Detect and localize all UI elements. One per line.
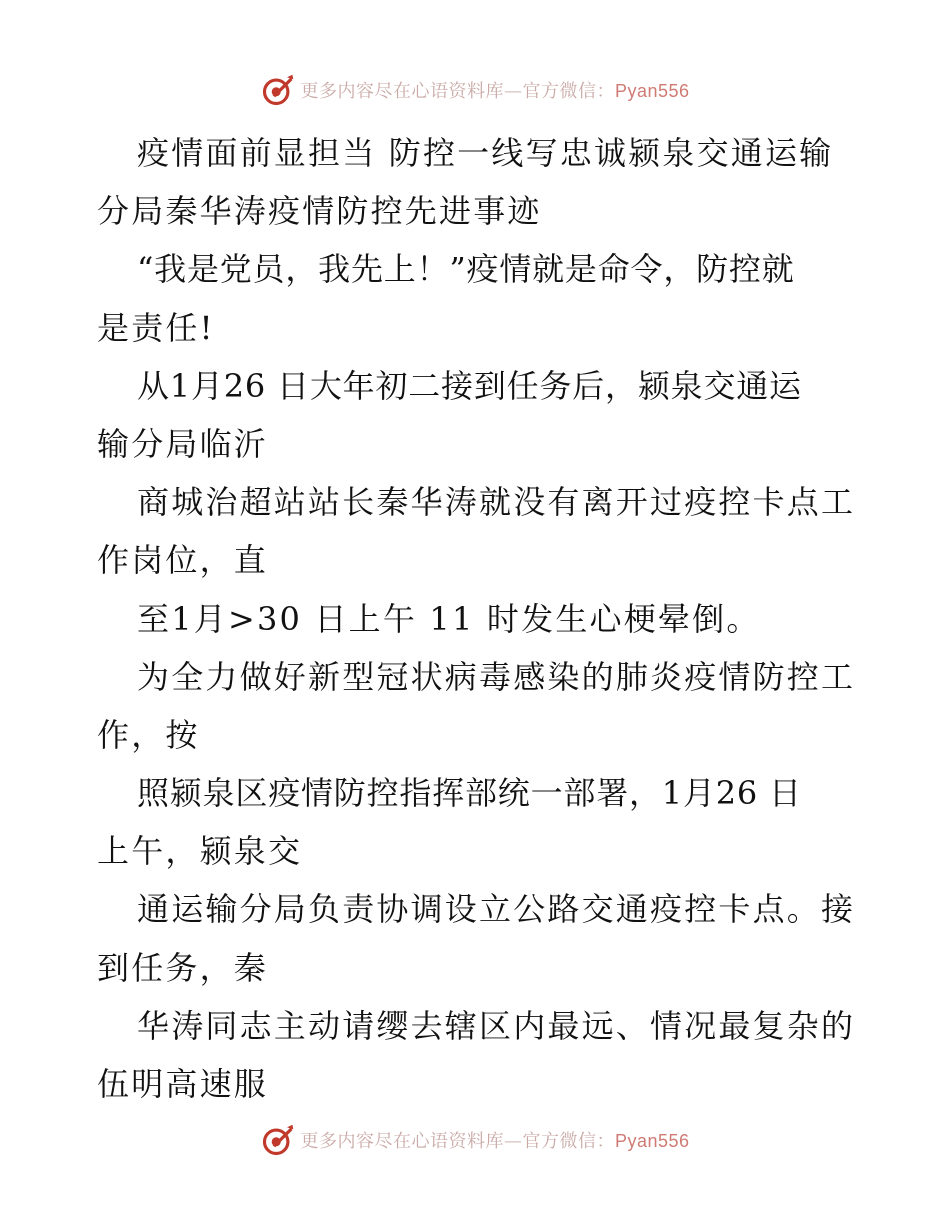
banner-wechat-id: Pyan556 (614, 1131, 690, 1151)
paragraph-line: 作岗位，直 (97, 541, 269, 580)
paragraph-line: 作，按 (97, 715, 200, 754)
banner-dash: — (503, 81, 523, 102)
paragraph-line: 上午，颍泉交 (97, 832, 303, 871)
banner-main-text: 更多内容尽在心语资料库 (300, 81, 504, 102)
paragraph-line: “我是党员，我先上！”疫情就是命令，防控就 (137, 250, 795, 289)
document-body (97, 124, 857, 1113)
paragraph-line: 至1月>30 日上午 11 时发生心梗晕倒。 (137, 599, 761, 638)
paragraph-line: 从1月26 日大年初二接到任务后，颍泉交通运 (137, 366, 802, 405)
paragraph-line: 是责任! (97, 308, 215, 347)
paragraph-line: 商城治超站站长秦华涛就没有离开过疫控卡点工 (137, 483, 856, 522)
paragraph-line: 为全力做好新型冠状病毒感染的肺炎疫情防控工 (137, 657, 856, 696)
paragraph-line: 通运输分局负责协调设立公路交通疫控卡点。接 (137, 890, 856, 929)
banner-wechat-id: Pyan556 (614, 81, 690, 101)
paragraph-line: 输分局临沂 (97, 424, 269, 463)
quill-pen-logo-icon (260, 1122, 296, 1158)
header-banner (0, 68, 950, 112)
banner-dash: — (503, 1131, 523, 1152)
paragraph-line: 华涛同志主动请缨去辖区内最远、情况最复杂的 (137, 1006, 856, 1045)
footer-banner (0, 1118, 950, 1162)
paragraph-line: 照颍泉区疫情防控指挥部统一部署，1月26 日 (137, 774, 802, 813)
title-line-1: 疫情面前显担当 防控一线写忠诚颍泉交通运输 (137, 134, 834, 172)
banner-wechat-label: 官方微信： (522, 1131, 615, 1152)
quill-pen-logo-icon (260, 72, 296, 108)
banner-text (300, 77, 689, 103)
paragraph-line: 伍明高速服 (97, 1065, 269, 1103)
banner-text (300, 1127, 689, 1153)
title-line-2: 分局秦华涛疫情防控先进事迹 (97, 192, 542, 231)
paragraph-line: 到任务，秦 (97, 948, 269, 987)
banner-wechat-label: 官方微信： (522, 81, 615, 102)
banner-main-text: 更多内容尽在心语资料库 (300, 1131, 504, 1152)
